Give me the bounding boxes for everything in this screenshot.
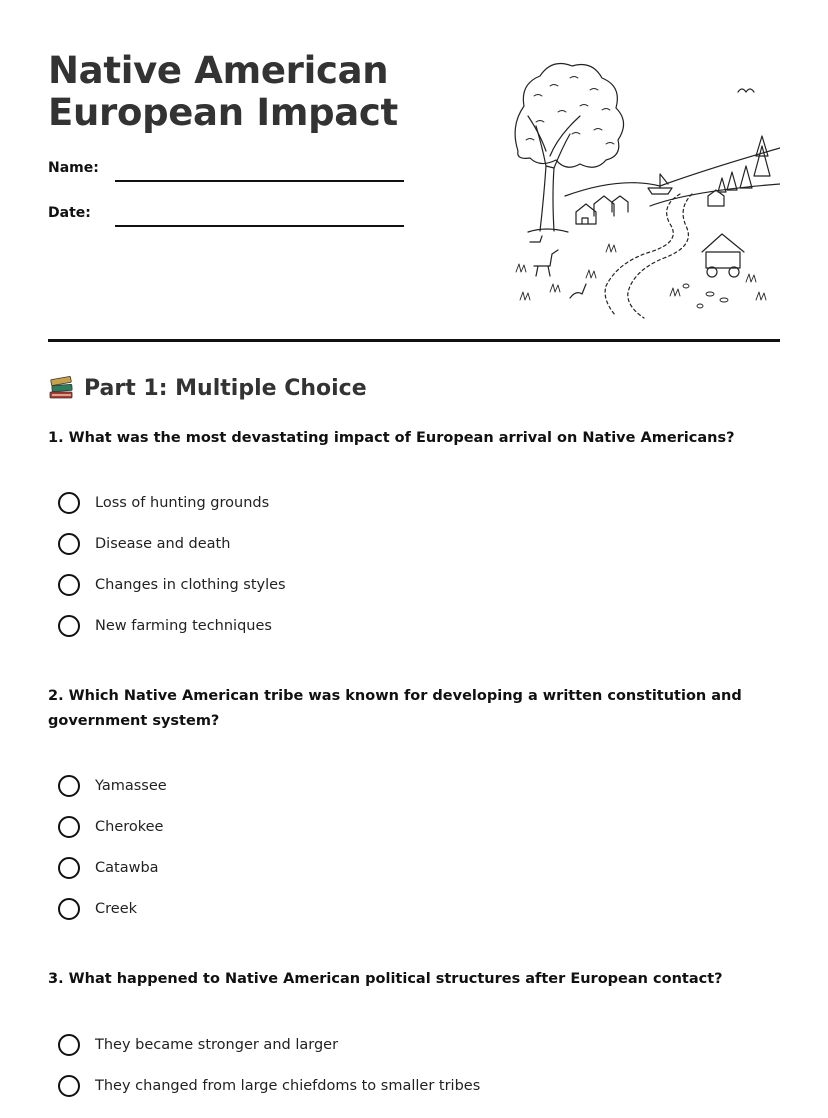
q2-option-b[interactable]: [58, 812, 163, 842]
question-3: [48, 967, 780, 992]
radio-button[interactable]: [58, 898, 80, 920]
option-label: Catawba: [95, 860, 159, 876]
part1-heading: [48, 374, 367, 402]
name-line[interactable]: [115, 180, 404, 182]
date-line[interactable]: [115, 225, 404, 227]
q3-option-b[interactable]: [58, 1071, 480, 1101]
radio-button[interactable]: [58, 857, 80, 879]
date-field[interactable]: [48, 203, 408, 233]
option-label: Creek: [95, 901, 138, 917]
q3-option-a[interactable]: [58, 1030, 338, 1060]
date-label: Date:: [48, 205, 91, 221]
question-2: [48, 684, 780, 734]
option-label: Cherokee: [95, 819, 164, 835]
worksheet-header: [48, 0, 780, 342]
part1-heading-text: Part 1: Multiple Choice: [84, 375, 367, 401]
q2-option-c[interactable]: [58, 853, 159, 883]
q1-option-c[interactable]: [58, 570, 286, 600]
radio-button[interactable]: [58, 816, 80, 838]
q1-option-d[interactable]: [58, 611, 272, 641]
option-label: They changed from large chiefdoms to smaller tribes: [95, 1078, 481, 1094]
radio-button[interactable]: [58, 492, 80, 514]
landscape-illustration: [510, 56, 780, 322]
radio-button[interactable]: [58, 1075, 80, 1097]
question-3-text: 3. What happened to Native American political structures after European contact?: [48, 971, 723, 987]
radio-button[interactable]: [58, 1034, 80, 1056]
q2-option-d[interactable]: [58, 894, 137, 924]
books-icon: [48, 374, 76, 402]
q2-option-a[interactable]: [58, 771, 167, 801]
question-1: [48, 426, 780, 451]
radio-button[interactable]: [58, 533, 80, 555]
worksheet-page: [48, 0, 780, 1094]
worksheet-title: [48, 50, 398, 134]
radio-button[interactable]: [58, 615, 80, 637]
option-label: Changes in clothing styles: [95, 577, 286, 593]
name-field[interactable]: [48, 158, 408, 188]
q1-option-b[interactable]: [58, 529, 230, 559]
option-label: Loss of hunting grounds: [95, 495, 270, 511]
title-line-1: Native American: [48, 49, 389, 92]
option-label: Yamassee: [95, 778, 167, 794]
name-label: Name:: [48, 160, 99, 176]
option-label: New farming techniques: [95, 618, 272, 634]
title-line-2: European Impact: [48, 91, 398, 134]
radio-button[interactable]: [58, 775, 80, 797]
question-1-text: 1. What was the most devastating impact of European arrival on Native Americans?: [48, 430, 735, 446]
option-label: Disease and death: [95, 536, 231, 552]
radio-button[interactable]: [58, 574, 80, 596]
question-2-text: 2. Which Native American tribe was known for developing a written constitution and government system?: [48, 688, 742, 729]
option-label: They became stronger and larger: [95, 1037, 339, 1053]
q1-option-a[interactable]: [58, 488, 269, 518]
